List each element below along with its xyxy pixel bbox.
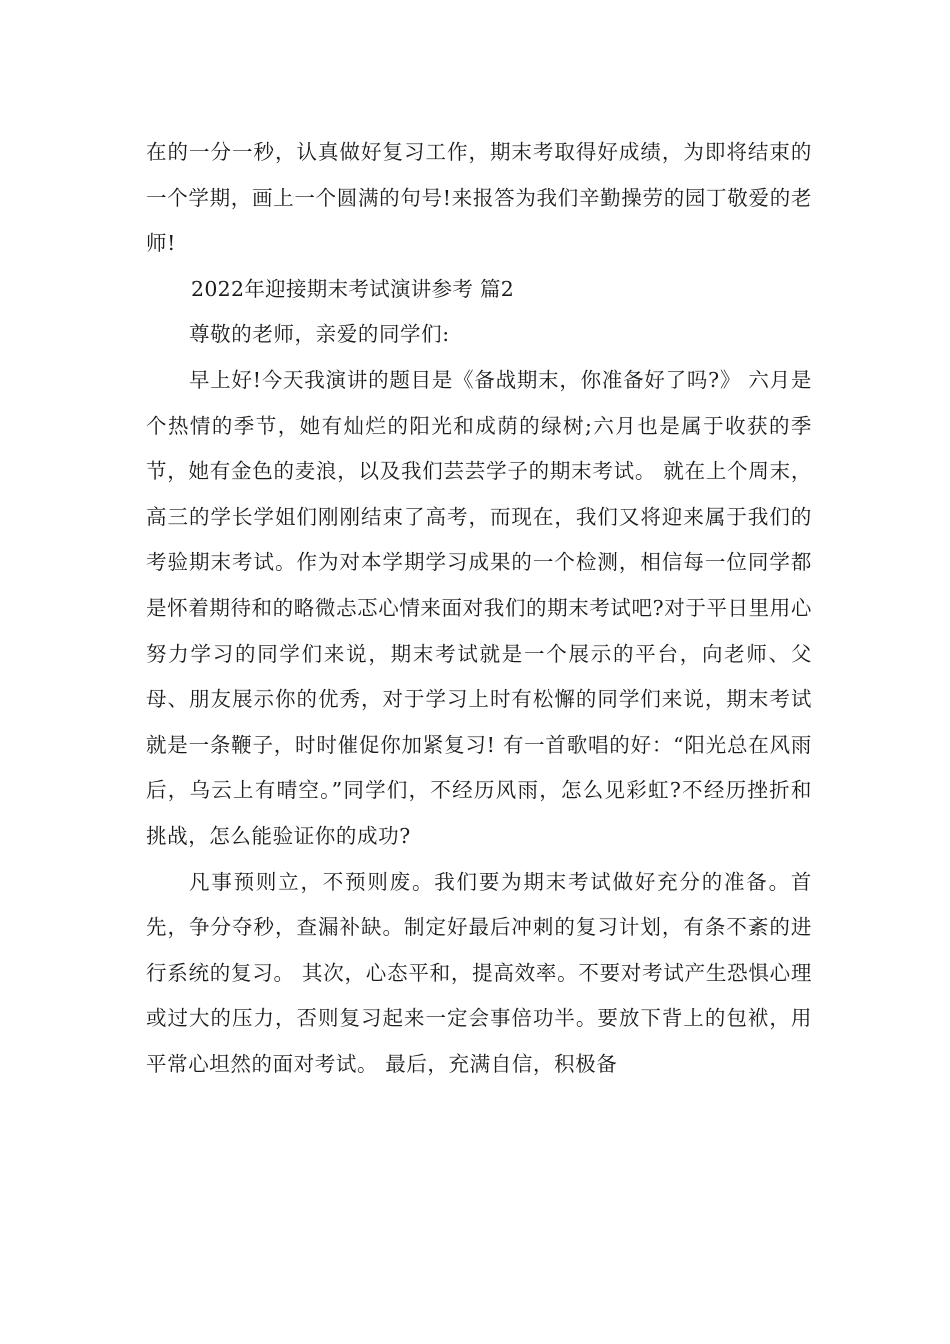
document-body [146, 130, 812, 1087]
paragraph-preparation: 凡事预则立，不预则废。我们要为期末考试做好充分的准备。首先，争分夺秒，查漏补缺。制定好最后冲刺的复习计划，有条不紊的进行系统的复习。 其次，心态平和，提高效率。不要对考试产生恐惧心理或过大的压力，否则复习起来一定会事倍功半。要放下背上的包袱，用平常心坦然的面对考试。 最后，充满自信，积极备 [146, 869, 812, 1076]
paragraph-intro: 早上好!今天我演讲的题目是《备战期末，你准备好了吗?》 六月是个热情的季节，她有灿烂的阳光和成荫的绿树;六月也是属于收获的季节，她有金色的麦浪，以及我们芸芸学子的期末考试。 就在上个周末，高三的学长学姐们刚刚结束了高考，而现在，我们又将迎来属于我们的考验期末考试。作为对本学期学习成果的一个检测，相信每一位同学都是怀着期待和的略微忐忑心情来面对我们的期末考试吧?对于平日里用心努力学习的同学们来说，期末考试就是一个展示的平台，向老师、父母、朋友展示你的优秀，对于学习上时有松懈的同学们来说，期末考试就是一条鞭子，时时催促你加紧复习! 有一首歌唱的好：“阳光总在风雨后，乌云上有晴空。”同学们，不经历风雨，怎么见彩虹?不经历挫折和挑战，怎么能验证你的成功? [146, 367, 812, 848]
section-heading: 2022年迎接期末考试演讲参考 篇2 [191, 276, 515, 301]
salutation: 尊敬的老师，亲爱的同学们: [189, 322, 450, 347]
paragraph-continuation: 在的一分一秒，认真做好复习工作，期末考取得好成绩，为即将结束的一个学期，画上一个圆满的句号!来报答为我们辛勤操劳的园丁敬爱的老师! [146, 140, 812, 256]
